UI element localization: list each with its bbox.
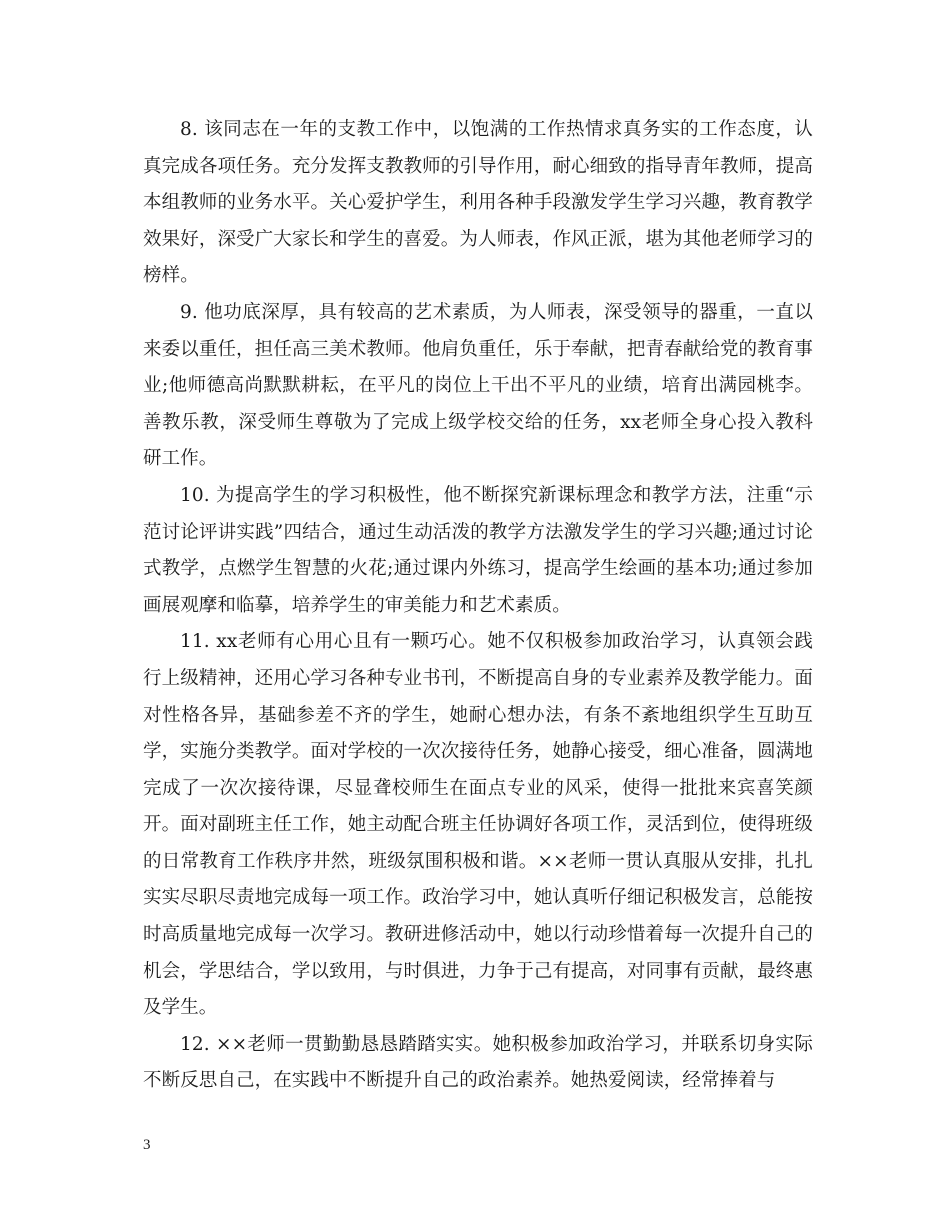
paragraph-10: 10. 为提高学生的学习积极性，他不断探究新课标理念和教学方法，注重“示范讨论评讲实践”四结合，通过生动活泼的教学方法激发学生的学习兴趣;通过讨论式教学，点燃学生智慧的火花;通过课内外练习，提高学生绘画的基本功;通过参加画展观摩和临摹，培养学生的审美能力和艺术素质。 bbox=[143, 484, 813, 616]
paragraph-9: 9. 他功底深厚，具有较高的艺术素质，为人师表，深受领导的器重，一直以来委以重任，担任高三美术教师。他肩负重任，乐于奉献，把青春献给党的教育事业;他师德高尚默默耕耘，在平凡的岗位上干出不平凡的业绩，培育出满园桃李。善教乐教，深受师生尊敬为了完成上级学校交给的任务，xx老师全身心投入教科研工作。 bbox=[143, 301, 813, 470]
paragraph-12: 12. ××老师一贯勤勤恳恳踏踏实实。她积极参加政治学习，并联系切身实际不断反思自己，在实践中不断提升自己的政治素养。她热爱阅读，经常捧着与 bbox=[143, 1033, 813, 1092]
body-text bbox=[143, 112, 813, 1100]
paragraph-8: 8. 该同志在一年的支教工作中，以饱满的工作热情求真务实的工作态度，认真完成各项任务。充分发挥支教教师的引导作用，耐心细致的指导青年教师，提高本组教师的业务水平。关心爱护学生，利用各种手段激发学生学习兴趣，教育教学效果好，深受广大家长和学生的喜爱。为人师表，作风正派，堪为其他老师学习的榜样。 bbox=[143, 119, 813, 287]
paragraph-11: 11. xx老师有心用心且有一颗巧心。她不仅积极参加政治学习，认真领会践行上级精神，还用心学习各种专业书刊，不断提高自身的专业素养及教学能力。面对性格各异，基础参差不齐的学生，她耐心想办法，有条不紊地组织学生互助互学，实施分类教学。面对学校的一次次接待任务，她静心接受，细心准备，圆满地完成了一次次接待课，尽显聋校师生在面点专业的风采，使得一批批来宾喜笑颜开。面对副班主任工作，她主动配合班主任协调好各项工作，灵活到位，使得班级的日常教育工作秩序井然，班级氛围积极和谐。××老师一贯认真服从安排，扎扎实实尽职尽责地完成每一项工作。政治学习中，她认真听仔细记积极发言，总能按时高质量地完成每一次学习。教研进修活动中，她以行动珍惜着每一次提升自己的机会，学思结合，学以致用，与时俱进，力争于己有提高，对同事有贡献，最终惠及学生。 bbox=[143, 631, 813, 1019]
page-number: 3 bbox=[143, 1137, 151, 1153]
